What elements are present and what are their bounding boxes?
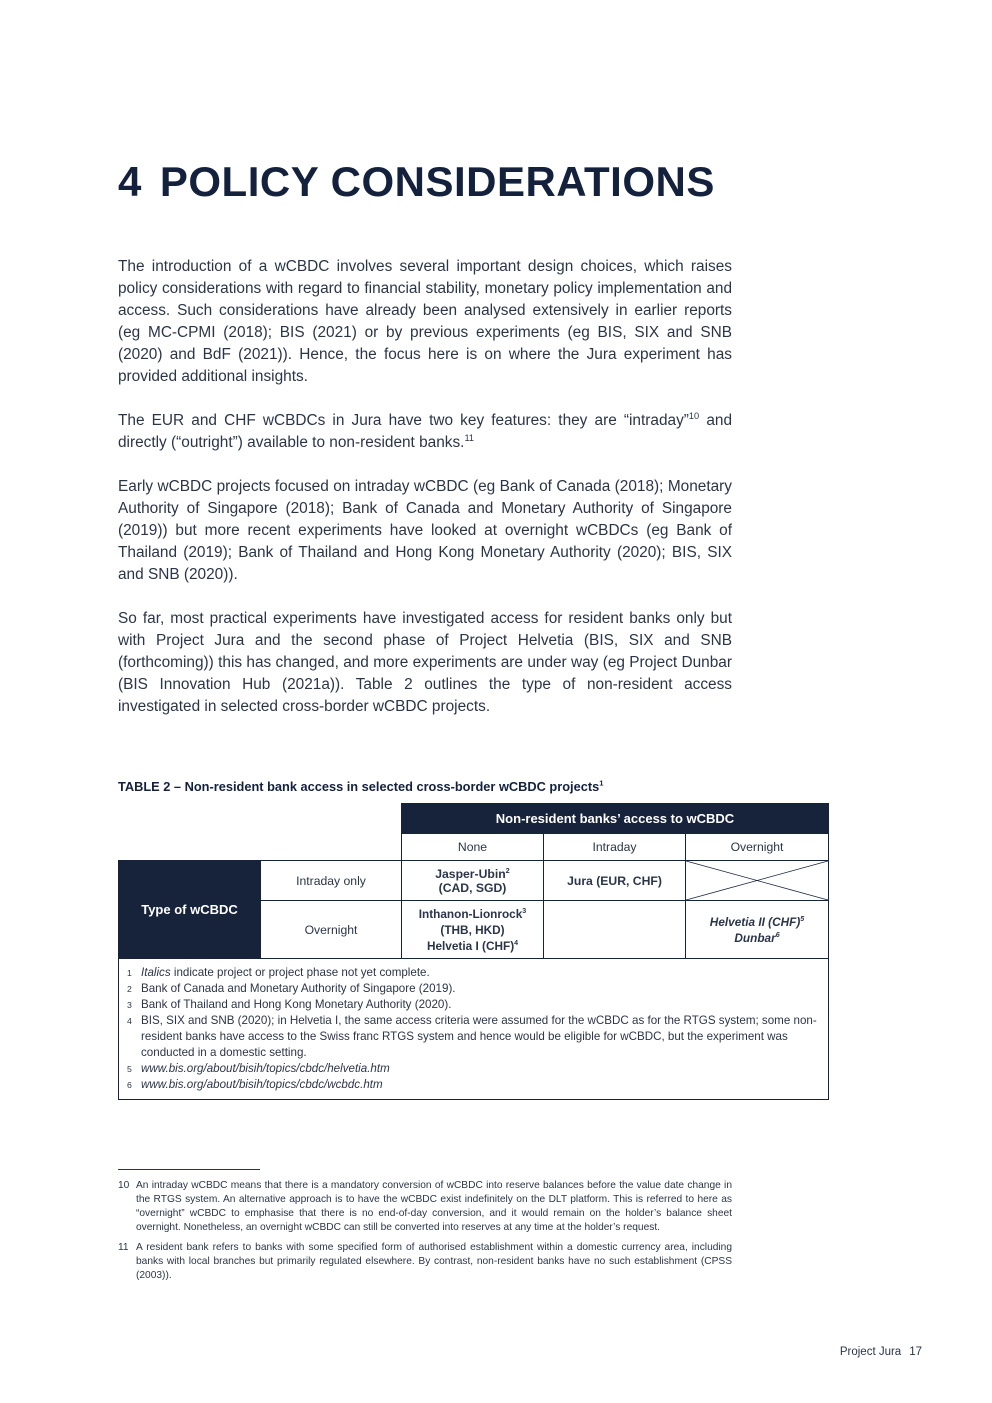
footer-title: Project Jura [839, 1346, 902, 1358]
row-group-label: Type of wCBDC [119, 861, 261, 959]
table-note: 1 Italics indicate project or project phase not yet complete. [127, 966, 430, 979]
footnote-10: 10 An intraday wCBDC means that there is a mandatory conversion of wCBDC into reserve balances before the value date change in the RTGS system. An alternative approach is to have the wCBDC exist indefinitely on the DLT platform. This is referred to here as “overnight” wCBDC to emphasise that there is no end-of-day conversion, and it would remain on the holder’s balance sheet overnight. Nonetheless, an overnight wCBDC can still be converted into reserves at any time at the holder’s request. [118, 1180, 732, 1233]
section-title: POLICY CONSIDERATIONS [159, 158, 715, 205]
wcbdc-link[interactable]: www.bis.org/about/bisih/topics/cbdc/wcbdc.htm [141, 1078, 383, 1091]
page-footer [840, 1346, 922, 1358]
table-note-link: 5 www.bis.org/about/bisih/topics/cbdc/helvetia.htm [127, 1061, 828, 1077]
table-note: 3 Bank of Thailand and Hong Kong Monetary Authority (2020). [127, 998, 452, 1011]
paragraph-3: Early wCBDC projects focused on intraday wCBDC (eg Bank of Canada (2018); Monetary Authority of Singapore (2018); Bank of Canada and Monetary Authority of Singapore (2019)) but more recent experiments have looked at overnight wCBDCs (eg Bank of Thailand (2019); Bank of Thailand and Hong Kong Monetary Authority (2020); BIS, SIX and SNB (2020)). [118, 478, 732, 583]
table-note: 2 Bank of Canada and Monetary Authority of Singapore (2019). [127, 982, 456, 995]
cell-intraday-overnight-na [686, 861, 829, 901]
col-header-intraday: Intraday [544, 834, 686, 861]
footnote-ref-10[interactable]: 10 [688, 410, 700, 421]
col-header-none: None [402, 834, 544, 861]
cell-intraday-intraday: Jura (EUR, CHF) [544, 861, 686, 901]
section-number: 4 [118, 158, 142, 205]
paragraph-2: The EUR and CHF wCBDCs in Jura have two key features: they are “intraday”$^{10}$ and directly (“outright”) available to non-resident banks.$^{11}$ [118, 410, 732, 451]
access-table [118, 803, 829, 1100]
cell-overnight-intraday [544, 901, 686, 959]
cell-overnight-none: Inthanon-Lionrock$^3$ (THB, HKD) Helvetia I (CHF)$^4$ [402, 901, 544, 959]
footnote-ref-11[interactable]: 11 [464, 432, 475, 443]
cell-overnight-overnight: Helvetia II (CHF)$^5$ Dunbar$^6$ [686, 901, 829, 959]
table-header-access: Non-resident banks’ access to wCBDC [402, 804, 829, 834]
row-label-overnight: Overnight [261, 901, 402, 959]
paragraph-4: So far, most practical experiments have investigated access for resident banks only but with Project Jura and the second phase of Project Helvetia (BIS, SIX and SNB (forthcoming)) this has changed, and more experiments are under way (eg Project Dunbar (BIS Innovation Hub (2021a)). Table 2 outlines the type of non-resident access investigated in selected cross-border wCBDC projects. [118, 610, 732, 715]
section-heading [118, 158, 715, 206]
cell-intraday-none: Jasper-Ubin$^2$ (CAD, SGD) [402, 861, 544, 901]
table-note-link: 6 www.bis.org/about/bisih/topics/cbdc/wcbdc.htm [127, 1077, 828, 1093]
body-text [118, 256, 732, 740]
table-empty-corner-2 [119, 834, 402, 861]
table-note: 4 BIS, SIX and SNB (2020); in Helvetia I, the same access criteria were assumed for the wCBDC as for the RTGS system; some non-resident banks have access to the Swiss franc RTGS system and hence would be eligible for wCBDC, but the experiment was conducted in a domestic setting. [127, 1014, 817, 1059]
helvetia-link[interactable]: www.bis.org/about/bisih/topics/cbdc/helvetia.htm [141, 1062, 390, 1075]
footnotes [118, 1179, 732, 1289]
footnote-divider [118, 1169, 260, 1170]
page-number: 17 [909, 1346, 922, 1358]
paragraph-1: The introduction of a wCBDC involves several important design choices, which raises policy considerations with regard to financial stability, monetary policy implementation and access. Such considerations have already been analysed extensively in earlier reports (eg MC-CPMI (2018); BIS (2021) or by previous experiments (eg BIS, SIX and SNB (2020) and BdF (2021)). Hence, the focus here is on where the Jura experiment has provided additional insights. [118, 258, 732, 385]
table-caption: TABLE 2 – Non-resident bank access in selected cross-border wCBDC projects$^1$ [118, 778, 604, 794]
col-header-overnight: Overnight [686, 834, 829, 861]
row-label-intraday-only: Intraday only [261, 861, 402, 901]
cross-out-icon [686, 861, 828, 900]
table-empty-corner [119, 804, 402, 834]
footnote-11: 11 A resident bank refers to banks with some specified form of authorised establishment within a domestic currency area, including banks with local branches but primarily regulated elsewhere. By contrast, non-resident banks have no such establishment (CPSS (2003)). [118, 1242, 732, 1281]
table-notes [119, 959, 829, 1100]
